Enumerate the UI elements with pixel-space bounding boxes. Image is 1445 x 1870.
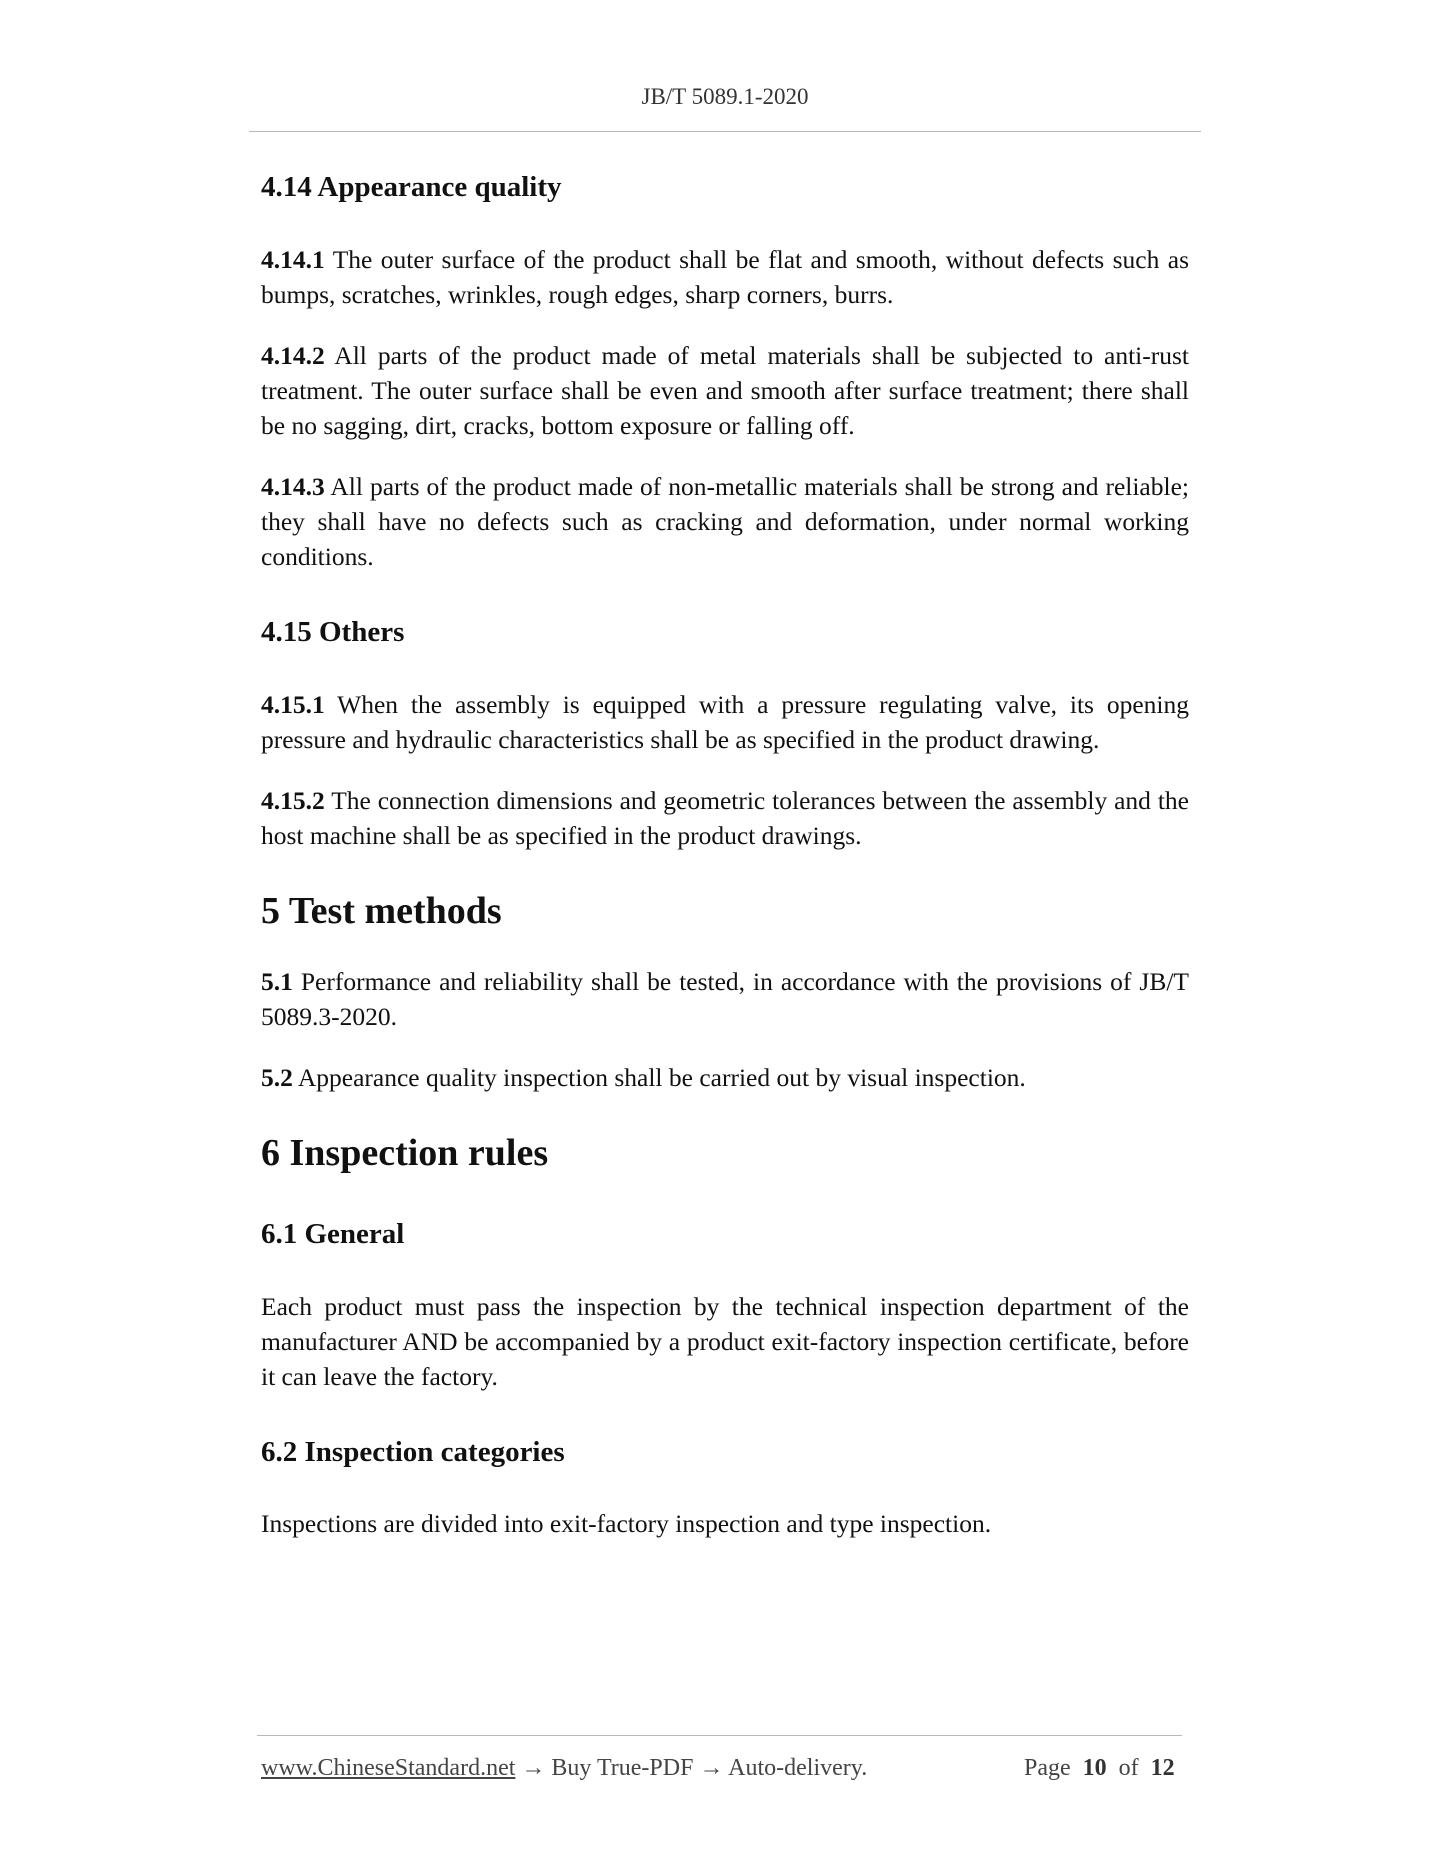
clause-number: 4.15.2 — [261, 785, 325, 815]
section-heading-4-14: 4.14 Appearance quality — [261, 171, 562, 203]
of-label: of — [1118, 1755, 1139, 1781]
page-label: Page — [1024, 1755, 1071, 1781]
clause-number: 5.1 — [261, 967, 293, 997]
header-divider — [249, 131, 1201, 132]
clause-6-1-text: Each product must pass the inspection by the technical inspection department of the manufacturer AND be accompanied by a product exit-factory inspection certificate, before it can leave the factory. — [261, 1291, 1189, 1391]
buy-pdf-text: Buy True-PDF — [551, 1755, 694, 1781]
section-heading-6-1: 6.1 General — [261, 1217, 405, 1250]
clause-4-14-2 — [261, 338, 1189, 443]
section-heading-5: 5 Test methods — [261, 889, 502, 932]
clause-text: Performance and reliability shall be tested, in accordance with the provisions of JB/T 5089.3-2020. — [261, 967, 1189, 1032]
clause-5-1 — [261, 964, 1189, 1034]
clause-text: Appearance quality inspection shall be carried out by visual inspection. — [292, 1063, 1026, 1093]
page-number — [1024, 1755, 1175, 1782]
footer-divider — [257, 1735, 1182, 1736]
clause-text: All parts of the product made of non-metallic materials shall be strong and reliable; they shall have no defects such as cracking and deformation, under normal working conditions. — [261, 471, 1189, 571]
auto-delivery-text: Auto-delivery. — [728, 1755, 868, 1781]
total-pages: 12 — [1150, 1755, 1175, 1781]
clause-number: 4.14.1 — [261, 244, 325, 274]
document-code-header: JB/T 5089.1-2020 — [641, 84, 809, 109]
clause-4-15-1 — [261, 687, 1189, 757]
clause-number: 4.14.2 — [261, 340, 325, 370]
section-heading-4-15: 4.15 Others — [261, 615, 405, 648]
clause-5-2 — [261, 1060, 1189, 1095]
section-heading-6: 6 Inspection rules — [261, 1132, 549, 1175]
clause-text: When the assembly is equipped with a pressure regulating valve, its opening pressure and hydraulic characteristics shall be as specified in the product drawing. — [261, 689, 1189, 754]
clause-6-2-text: Inspections are divided into exit-factory inspection and type inspection. — [261, 1509, 992, 1539]
clause-4-15-2 — [261, 783, 1189, 853]
clause-number: 4.14.3 — [261, 471, 325, 501]
clause-text: The outer surface of the product shall be flat and smooth, without defects such as bumps, scratches, wrinkles, rough edges, sharp corners, burrs. — [261, 244, 1189, 309]
clause-text: All parts of the product made of metal materials shall be subjected to anti-rust treatment. The outer surface shall be even and smooth after surface treatment; there shall be no sagging, dirt, cracks, bottom exposure or falling off. — [261, 340, 1189, 440]
arrow-right-icon: → — [693, 1755, 729, 1781]
clause-4-14-1 — [261, 242, 1189, 312]
footer-promo — [261, 1755, 867, 1782]
clause-4-14-3 — [261, 469, 1189, 574]
clause-text: The connection dimensions and geometric tolerances between the assembly and the host machine shall be as specified in the product drawings. — [261, 785, 1189, 850]
website-link[interactable]: www.ChineseStandard.net — [261, 1755, 516, 1781]
clause-number: 5.2 — [261, 1063, 293, 1093]
current-page: 10 — [1082, 1755, 1107, 1781]
arrow-right-icon: → — [515, 1755, 552, 1781]
section-heading-6-2: 6.2 Inspection categories — [261, 1435, 565, 1468]
document-body — [261, 170, 1189, 1541]
clause-number: 4.15.1 — [261, 689, 325, 719]
